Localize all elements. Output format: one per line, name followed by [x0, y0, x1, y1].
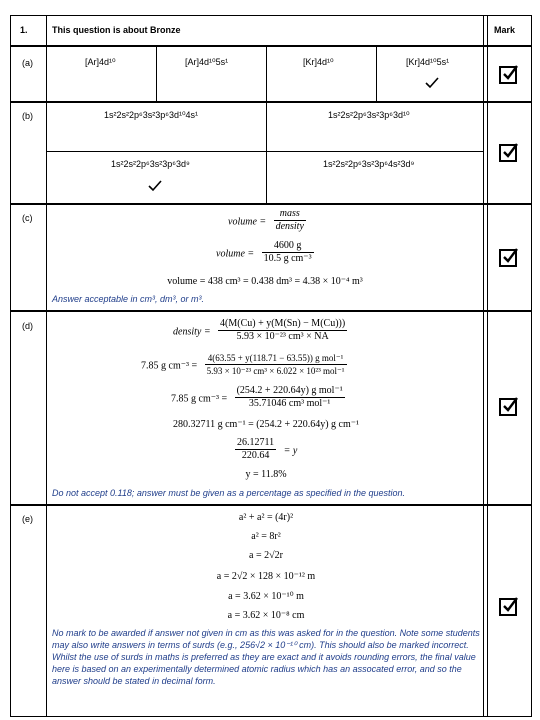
- option-a1: [Ar]4d¹⁰: [85, 57, 116, 67]
- eq-numerator: 4(M(Cu) + y(M(Sn) − M(Cu))): [220, 318, 346, 329]
- pythagoras-eq: a² + a² = (4r)²: [238, 512, 294, 523]
- option-a2: [Ar]4d¹⁰5s¹: [185, 57, 229, 67]
- checkmark-icon: [502, 142, 518, 160]
- eq-numerator: 4600 g: [262, 240, 314, 253]
- part-c-label: (c): [22, 213, 33, 223]
- checkmark-icon: [502, 247, 518, 265]
- mark-checkbox-c[interactable]: [499, 249, 517, 267]
- part-c-note: Answer acceptable in cm³, dm³, or m³.: [52, 294, 205, 304]
- volume-formula: [228, 208, 309, 233]
- part-e-note: No mark to be awarded if answer not given in cm as this was asked for in the question. Note some students may also write answers in terms of surds (e.g., 256√2 × 10⁻¹⁰ cm). This should also be marked incorrect. Whilst the use of surds in maths is preferred as they are exact and it avoids rounding errors, the final value here is based on an experimentally determined atomic radius which has an assocated error, and so the answer should be stated in decimal form.: [52, 628, 480, 686]
- question-title: This question is about Bronze: [52, 25, 181, 35]
- y-fraction: [232, 437, 297, 462]
- eq-denominator: density: [275, 221, 304, 232]
- density-simplified: [171, 385, 348, 410]
- eq-lhs: 7.85 g cm⁻³ =: [141, 360, 198, 372]
- part-d-note: Do not accept 0.118; answer must be given as a percentage as specified in the question.: [52, 488, 406, 498]
- eq-denominator: 5.93 × 10⁻²³ cm³ × NA: [236, 331, 329, 342]
- density-formula: [173, 318, 350, 343]
- eq-lhs: volume =: [228, 216, 267, 228]
- a-substitution-eq: a = 2√2 × 128 × 10⁻¹² m: [216, 571, 316, 582]
- option-a3: [Kr]4d¹⁰: [303, 57, 334, 67]
- eq-numerator: (254.2 + 220.64y) g mol⁻¹: [236, 385, 343, 396]
- density-substitution: [141, 352, 350, 377]
- a-surd-eq: a = 2√2r: [249, 550, 283, 561]
- part-e-label: (e): [22, 514, 33, 524]
- eq-denominator: 220.64: [241, 450, 270, 461]
- part-a-label: (a): [22, 58, 33, 68]
- eq-denominator: 5.93 × 10⁻²³ cm³ × 6.022 × 10²³ mol⁻¹: [206, 366, 345, 376]
- part-d-label: (d): [22, 321, 33, 331]
- volume-substitution: [216, 240, 317, 265]
- checkmark-icon: [502, 596, 518, 614]
- a-squared-eq: a² = 8r²: [251, 531, 281, 542]
- option-b2: 1s²2s²2p⁶3s²3p⁶3d¹⁰: [328, 110, 410, 120]
- question-number: 1.: [20, 25, 28, 35]
- density-rearranged: 280.32711 g cm⁻¹ = (254.2 + 220.64y) g cm⁻¹: [172, 419, 360, 430]
- correct-tick-icon: [148, 180, 162, 192]
- option-a4: [Kr]4d¹⁰5s¹: [406, 57, 450, 67]
- mark-checkbox-b[interactable]: [499, 144, 517, 162]
- a-metres-eq: a = 3.62 × 10⁻¹⁰ m: [228, 591, 304, 602]
- option-b4: 1s²2s²2p⁶3s²3p⁶4s²3d⁹: [323, 159, 415, 169]
- eq-numerator: 4(63.55 + y(118.71 − 63.55)) g mol⁻¹: [205, 352, 347, 365]
- part-b-label: (b): [22, 111, 33, 121]
- eq-numerator: 26.12711: [237, 437, 275, 448]
- eq-numerator: mass: [274, 208, 306, 221]
- eq-denominator: 10.5 g cm⁻³: [263, 253, 312, 264]
- checkmark-icon: [502, 64, 518, 82]
- eq-lhs: volume =: [216, 248, 255, 260]
- mark-checkbox-d[interactable]: [499, 398, 517, 416]
- volume-result: volume = 438 cm³ = 0.438 dm³ = 4.38 × 10⁻⁴ m³: [167, 276, 363, 287]
- a-cm-eq: a = 3.62 × 10⁻⁸ cm: [227, 610, 305, 621]
- option-b3: 1s²2s²2p⁶3s²3p⁶3d⁹: [111, 159, 190, 169]
- eq-denominator: 35.71046 cm³ mol⁻¹: [248, 398, 331, 409]
- mark-checkbox-e[interactable]: [499, 598, 517, 616]
- option-b1: 1s²2s²2p⁶3s²3p⁶3d¹⁰4s¹: [104, 110, 199, 120]
- eq-rhs: = y: [283, 445, 298, 457]
- eq-lhs: density =: [173, 326, 211, 338]
- checkmark-icon: [502, 396, 518, 414]
- eq-lhs: 7.85 g cm⁻³ =: [171, 393, 228, 405]
- correct-tick-icon: [425, 77, 439, 89]
- mark-checkbox-a[interactable]: [499, 66, 517, 84]
- y-result: y = 11.8%: [245, 469, 287, 480]
- mark-column-header: Mark: [494, 25, 516, 35]
